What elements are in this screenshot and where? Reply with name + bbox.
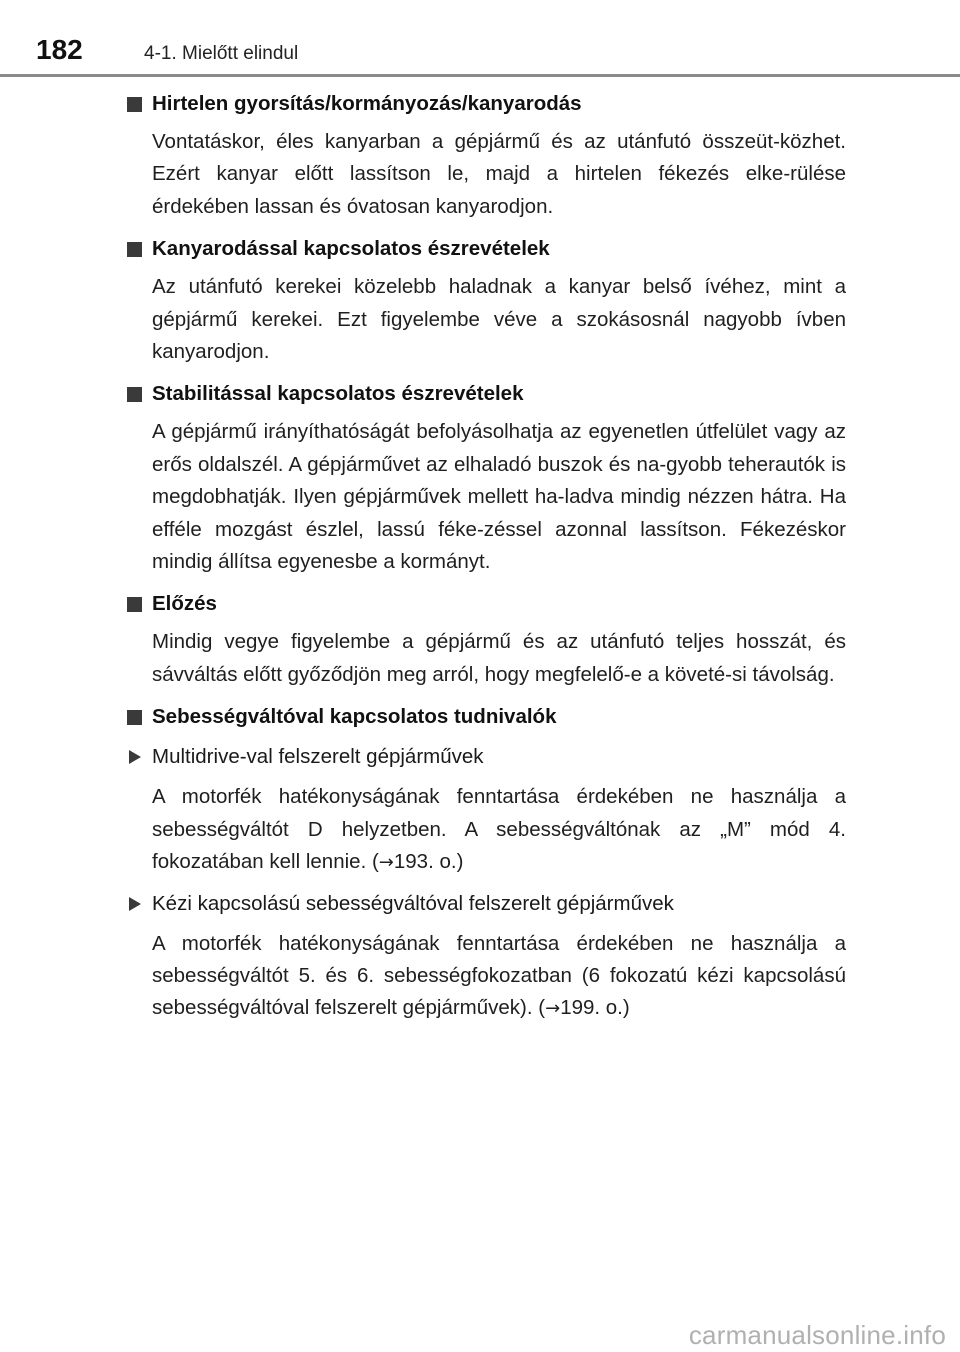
subsection-paragraph	[126, 928, 846, 1026]
heading-text: Hirtelen gyorsítás/kormányozás/kanyarodás	[152, 92, 582, 115]
section-paragraph: A gépjármű irányíthatóságát befolyásolhatja az egyenetlen útfelület vagy az erős oldalszél. A gépjárművet az elhaladó buszok és na-gyobb teherautók is megdobhatják. Ilyen gépjárművek mellett ha-ladva mindig nézzen hátra. Ha efféle mozgást észlel, lassú féke-zéssel azonnal lassítson. Fékezéskor mindig állítsa egyenesbe a kormányt.	[152, 420, 846, 574]
square-bullet-icon	[127, 387, 142, 402]
heading-text: Sebességváltóval kapcsolatos tudnivalók	[152, 705, 557, 729]
triangle-bullet-icon	[129, 750, 141, 764]
watermark: carmanualsonline.info	[688, 1320, 946, 1350]
section-heading	[126, 88, 846, 120]
section-title: 4-1. Mielőtt elindul	[144, 43, 299, 64]
section-heading	[126, 378, 846, 410]
subsection-heading	[126, 741, 846, 773]
section-paragraph: Vontatáskor, éles kanyarban a gépjármű és az utánfutó összeüt-közhet. Ezért kanyar előtt lassítson le, majd a hirtelen fékezés elke-rülése érdekében lassan és óvatosan kanyarodjon.	[152, 130, 846, 218]
section-heading	[126, 233, 846, 265]
paragraph-text: A motorfék hatékonyságának fenntartása érdekében ne használja a sebességváltót D helyzetben. A sebességváltónak az „M” mód 4. fokozatában kell lennie. (	[152, 785, 846, 874]
subsection-paragraph	[126, 781, 846, 879]
page-content	[126, 88, 846, 1034]
square-bullet-icon	[127, 597, 142, 612]
paragraph-text: A motorfék hatékonyságának fenntartása érdekében ne használja a sebességváltót 5. és 6. sebességfokozatban (6 fokozatú kézi kapcsolású sebességváltóval felszerelt gépjárművek). (	[152, 931, 846, 1020]
section-heading	[126, 701, 846, 733]
right-arrow-icon: →	[545, 998, 561, 1020]
subsection-heading	[126, 888, 846, 920]
page-reference: 193. o.)	[393, 850, 464, 874]
header-divider	[0, 74, 960, 77]
triangle-bullet-icon	[129, 897, 141, 911]
subsection-text: Kézi kapcsolású sebességváltóval felszerelt gépjárművek	[152, 891, 674, 915]
square-bullet-icon	[127, 97, 142, 112]
section-paragraph: Mindig vegye figyelembe a gépjármű és az utánfutó teljes hosszát, és sávváltás előtt győződjön meg arról, hogy megfelelő-e a követé-si távolság.	[152, 630, 846, 686]
square-bullet-icon	[127, 710, 142, 725]
heading-text: Stabilitással kapcsolatos észrevételek	[152, 382, 524, 406]
section-heading	[126, 588, 846, 620]
square-bullet-icon	[127, 242, 142, 257]
page-number: 182	[36, 34, 83, 65]
page-reference: 199. o.)	[560, 996, 630, 1020]
page-header	[0, 0, 960, 78]
heading-text: Előzés	[152, 592, 217, 616]
right-arrow-icon: →	[378, 852, 394, 874]
subsection-text: Multidrive-val felszerelt gépjárművek	[152, 745, 484, 769]
heading-text: Kanyarodással kapcsolatos észrevételek	[152, 237, 550, 261]
section-paragraph: Az utánfutó kerekei közelebb haladnak a kanyar belső ívéhez, mint a gépjármű kerekei. Ezt figyelembe véve a szokásosnál nagyobb ívben kanyarodjon.	[152, 275, 846, 364]
